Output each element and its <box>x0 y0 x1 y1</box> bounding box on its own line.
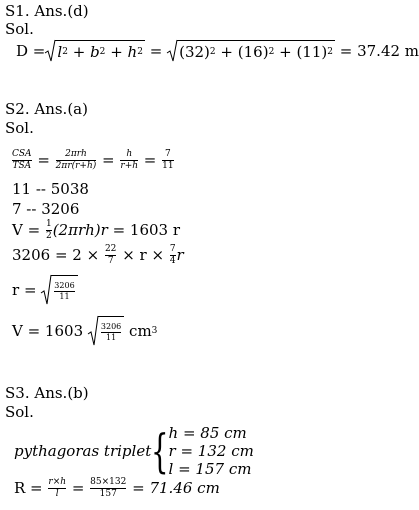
s2-r-line: r = $\frac{3206}{11}$ <box>12 275 78 305</box>
s3-triplet-label: pythagoras triplet <box>14 441 152 460</box>
s1-radical-numeric: (32) 2 + (16) 2 + (11) 2 <box>167 40 335 62</box>
s1-header: S1. Ans.(d) <box>5 2 89 20</box>
s3-brace: { <box>151 424 169 478</box>
s1-sol-label: Sol. <box>5 20 34 38</box>
s2-header: S2. Ans.(a) <box>5 100 88 118</box>
s3-triplet-block <box>14 424 254 478</box>
s1-result: = 37.42 m <box>339 41 419 60</box>
s3-result-line: R = $\frac{r\times h}{l}$ = $\frac{85\times 132}{157}$ = 71.46 cm <box>14 477 220 499</box>
s3-sol-label: Sol. <box>5 403 34 421</box>
s2-equation-line: 3206 = 2 × $\frac{22}{7}$ × r × $\frac{7}{4}$ r <box>12 244 184 266</box>
s2-ratio-line: $\frac{\text{CSA}}{\text{TSA}}$ = $\frac{\text{2πrh}}{2\pi r(r+h)}$ = $\frac{h}{r+h}$ = $\frac{7}{11}$ <box>12 149 174 171</box>
s1-radical-symbolic: l 2 + b 2 + h 2 <box>45 40 145 62</box>
s2-volume-line: V = $\frac{1}{2}$ (2πrh)r = 1603 r <box>12 219 181 241</box>
s3-l-value: l = 157 cm <box>168 460 252 478</box>
s2-final-volume-line: V = 1603 $\frac{3206}{11}$ cm 3 <box>12 316 157 346</box>
s2-line-seven: 7 -- 3206 <box>12 200 80 218</box>
s2-csa-tsa-fraction: $\frac{\text{CSA}}{\text{TSA}}$ <box>12 149 32 171</box>
s2-seven-eleven-fraction: $\frac{7}{11}$ <box>162 149 174 171</box>
s1-distance-formula: D = l 2 + b 2 + h 2 = (32) 2 + (16) 2 + (11) 2 = 37.42 m <box>16 41 419 61</box>
s2-sol-label: Sol. <box>5 119 34 137</box>
s3-header: S3. Ans.(b) <box>5 384 89 402</box>
s2-line-eleven: 11 -- 5038 <box>12 180 89 198</box>
s2-h-fraction: $\frac{h}{r+h}$ <box>120 149 139 171</box>
s3-h-value: h = 85 cm <box>168 424 247 442</box>
s1-lhs: D = <box>16 41 46 60</box>
s3-r-value: r = 132 cm <box>168 442 254 460</box>
s3-result: = 71.46 cm <box>132 479 220 497</box>
s2-area-fraction: $\frac{\text{2πrh}}{2\pi r(r+h)}$ <box>55 149 97 171</box>
s2-half-fraction: $\frac{1}{2}$ <box>45 219 52 241</box>
